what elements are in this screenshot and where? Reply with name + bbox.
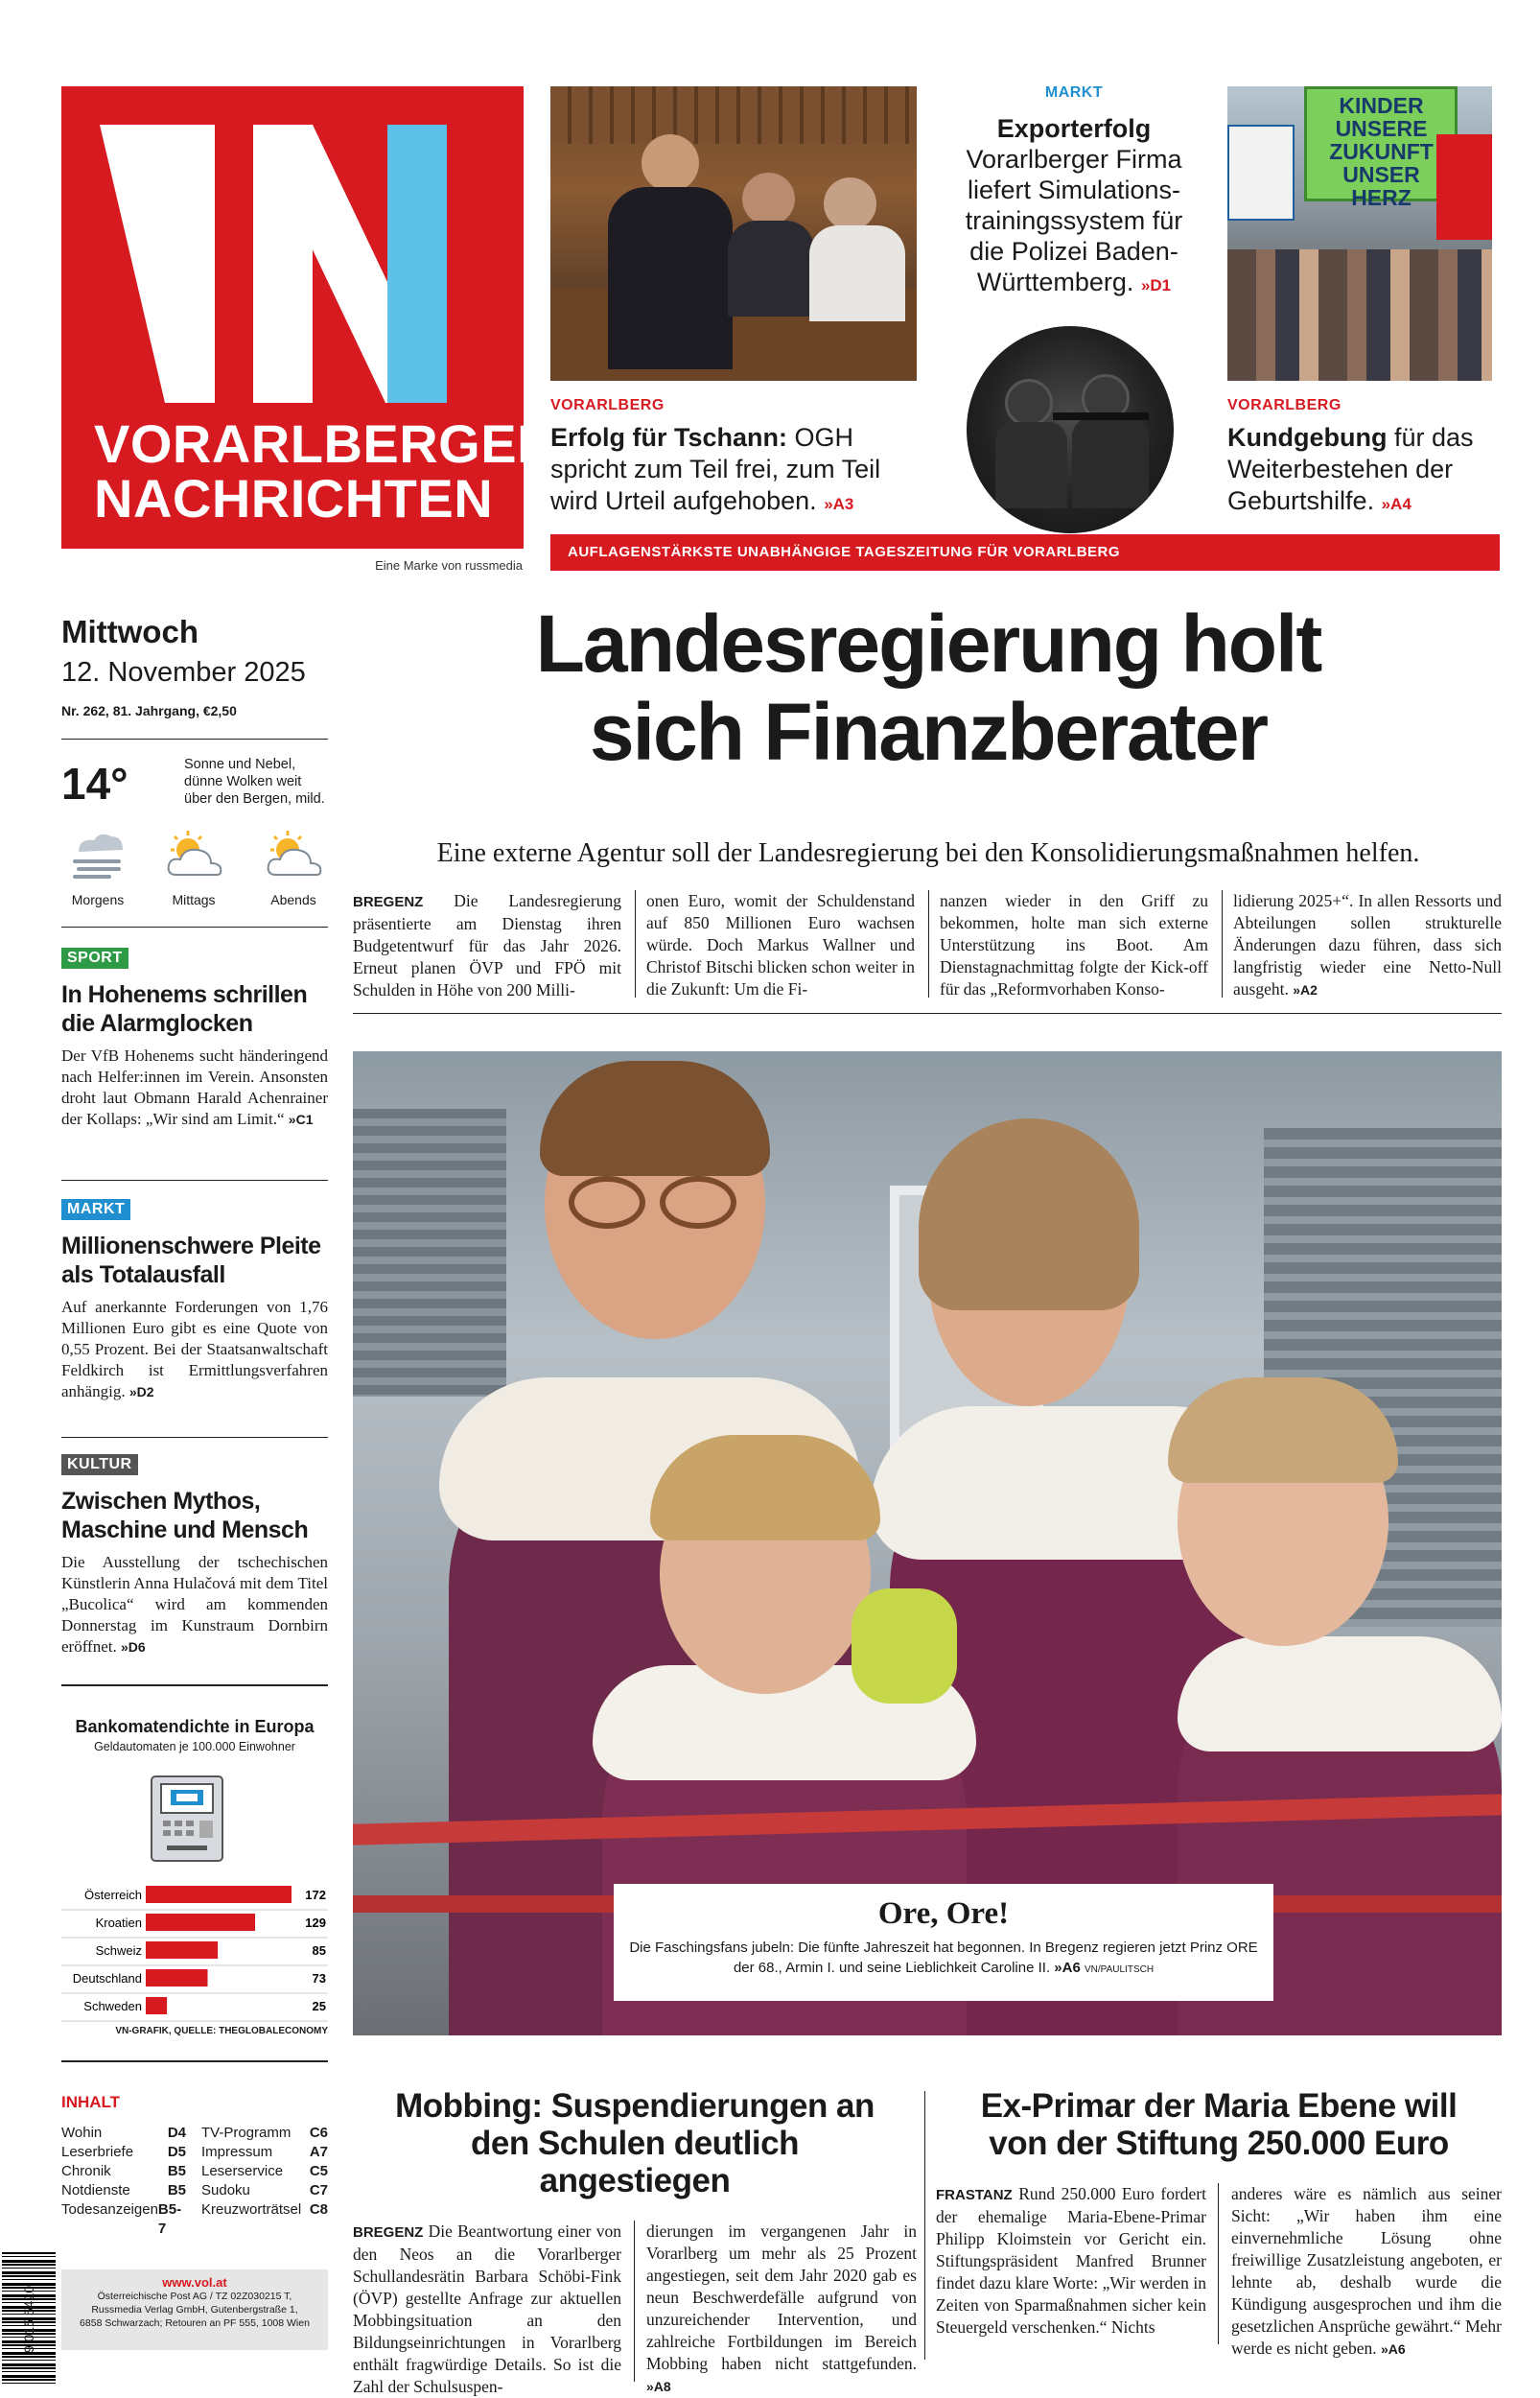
inhalt-page: C7 [309,2182,328,2198]
teaser-photo-courtroom[interactable] [550,86,917,381]
masthead-logo[interactable] [61,86,557,549]
markt-body: Auf anerkannte Forderungen von 1,76 Millionen Euro gibt es eine Quote von 0,55 Prozent. Bei der Staatsanwaltschaft Feldkirch ist Ermittlungsverfahren anhängig. [61,1298,328,1400]
mobbing-columns [353,2221,917,2398]
inhalt-row [201,2162,328,2181]
inhalt-label: TV-Programm [201,2125,292,2141]
teaser3-headline[interactable] [1227,422,1496,520]
primar-ref: »A6 [1380,2341,1406,2357]
mobbing-dateline: BREGENZ [353,2224,424,2241]
lead-col1 [353,890,621,1001]
teaser3-ref: »A4 [1381,495,1412,513]
story-mobbing[interactable] [353,2087,917,2398]
bar [146,1886,292,1903]
chart-source: VN-GRAFIK, QUELLE: THEGLOBALECONOMY [115,2026,328,2036]
lead-dateline: BREGENZ [353,894,424,910]
mobbing-col1-text: Die Beantwortung einer von den Neos an die Vorarlberger Schullandesrätin Barbara Schöbi-Fink (ÖVP) gestellte Anfrage zur aktuellen Mobbingsituation an den Bildungseinrichtungen in Vorarlberg enthält fragwürdige Details. So ist die Zahl der Schulsuspen- [353,2222,622,2396]
teaser-photo-police[interactable] [967,326,1174,533]
teaser-photo-demonstration[interactable] [1227,86,1492,381]
lead-headline-line1: Landesregierung holt [535,599,1321,689]
column-rule [924,2091,925,2360]
sport-headline: In Hohenems schrillen die Alarmglocken [61,981,308,1037]
inhalt-page: D4 [167,2125,186,2141]
temperature: 14° [61,759,128,809]
inhalt-left [61,2124,186,2239]
column-rule [928,890,929,998]
lead-headline[interactable] [355,600,1502,776]
kultur-section[interactable] [61,1454,328,1657]
inhalt-page: C8 [309,2201,328,2218]
divider [61,739,328,740]
caption-text-wrap [627,1938,1260,1980]
inhalt-page: B5 [167,2182,186,2198]
bar-value: 73 [312,1971,326,1986]
inhalt-page: C6 [309,2125,328,2141]
inhalt-row [201,2143,328,2162]
sport-body: Der VfB Hohenems sucht händeringend nach Helfer:innen im Verein. Ansonsten droht laut Obmann Harald Achenrainer der Kollaps: „Wir sind am Limit.“ [61,1046,328,1128]
inhalt-row [61,2124,186,2143]
kultur-label: KULTUR [61,1454,138,1475]
inhalt-label: Leserbriefe [61,2144,134,2160]
divider [353,1013,1502,1014]
bar [146,1941,218,1959]
teaser1-section: VORARLBERG [550,397,665,413]
imprint-url[interactable]: www.vol.at [162,2275,227,2290]
teaser1-headline-bold: Erfolg für Tschann: [550,423,787,452]
markt-headline: Millionenschwere Pleite als Totalausfall [61,1233,321,1288]
caption-credit: VN/PAULITSCH [1085,1964,1155,1975]
divider [61,2060,328,2062]
weather-morning-label: Morgens [71,892,125,907]
primar-col1 [936,2183,1206,2339]
barcode-number: 9 015 5420 [21,2285,36,2354]
kultur-headline: Zwischen Mythos, Maschine und Mensch [61,1488,309,1543]
masthead-name-line2: NACHRICHTEN [94,468,494,529]
divider [61,1180,328,1181]
primar-col2-text: anderes wäre es nämlich aus seiner Sicht: „Wir haben ihm eine einvernehmliche Lösung ohne freiwillige Zusatzleistung angeboten, er lehnte ab, deshalb wurde die Kündigung ausgesprochen und ihm die gesetzlichen Ansprüche gewährt.“ Mehr werde es nicht geben. [1231,2184,1502,2358]
divider [61,927,328,928]
sport-ref: »C1 [288,1112,314,1127]
bar-label: Schweden [83,1999,142,2013]
inhalt-label: Notdienste [61,2182,130,2198]
teaser2-headline-rest: Vorarlberger Firma liefert Simulations-trainingssystem für die Polizei Baden-Württemberg. [965,145,1183,296]
masthead-name-line1: VORARLBERGER [94,413,557,474]
caption-title: Ore, Ore! [877,1896,1010,1931]
lead-deck: Eine externe Agentur soll der Landesregierung bei den Konsolidierungsmaßnahmen helfen. [436,838,1420,868]
inhalt-label: Leserservice [201,2163,284,2179]
lead-ref: »A2 [1293,982,1318,998]
markt-ref: »D2 [128,1384,154,1399]
bar-label: Kroatien [95,1916,142,1930]
inhalt-title: INHALT [61,2093,121,2111]
bar [146,1914,255,1931]
caption-ref: »A6 [1054,1960,1081,1976]
sport-label: SPORT [61,948,128,969]
inhalt-label: Sudoku [201,2182,250,2198]
inhalt-row [61,2143,186,2162]
inhalt-page: C5 [309,2163,328,2179]
bar-chart-svg [61,1882,328,2026]
lead-col4-text: lidierung 2025+“. In allen Ressorts und Abteilungen sollen strukturelle Änderungen dazu führen, dass sich langfristig wieder eine Netto-Null ausgeht. [1233,891,1502,999]
bar-label: Schweiz [95,1943,142,1958]
primar-headline: Ex-Primar der Maria Ebene will von der Stiftung 250.000 Euro [980,2087,1458,2162]
markt-section[interactable] [61,1199,328,1402]
teaser2-section: MARKT [1044,84,1104,101]
lead-headline-line2: sich Finanzberater [589,687,1268,777]
brand-note: Eine Marke von russmedia [375,558,523,573]
divider [61,1684,328,1686]
mobbing-col2-text: dierungen im vergangenen Jahr in Vorarlberg um mehr als 25 Prozent angestiegen, seit dem Jahr 2020 gab es neun Beschwerdefälle aufgrund von unzureichender Intervention, und zahlreiche Fortbildungen im Bereich Mobbing haben nicht stattgefunden. [646,2222,917,2373]
kultur-ref: »D6 [121,1639,146,1655]
inhalt-page: D5 [167,2144,186,2160]
bar-chart [61,1882,328,2026]
bar-value: 129 [305,1916,326,1930]
inhalt-row [201,2124,328,2143]
teaser1-ref: »A3 [824,495,854,513]
markt-label: MARKT [61,1199,130,1220]
photo-caption-box [614,1884,1273,2001]
inhalt-row [201,2200,328,2220]
kultur-body-wrap [61,1552,328,1657]
divider [61,1437,328,1438]
column-rule [634,2221,635,2382]
date: 12. November 2025 [61,657,306,688]
inhalt-label: Kreuzworträtsel [201,2201,302,2218]
weekday: Mittwoch [61,614,198,649]
demo-sign-text: KINDER UNSERE ZUKUNFT UNSER HERZ [1329,93,1434,210]
bar-label: Österreich [84,1888,142,1902]
inhalt-right [201,2124,328,2220]
mobbing-headline: Mobbing: Suspendierungen an den Schulen deutlich angestiegen [395,2087,875,2199]
sun-cloud-icon-evening [261,827,328,884]
issue-info: Nr. 262, 81. Jahrgang, €2,50 [61,703,237,718]
bar-label: Deutschland [72,1971,142,1986]
inhalt-label: Chronik [61,2163,111,2179]
sport-section[interactable] [61,948,328,1130]
teaser1-headline-rest: OGH spricht zum Teil frei, zum Teil wird Urteil aufgehoben. [550,423,881,515]
teaser2-headline-bold: Exporterfolg [996,114,1152,143]
teaser3-headline-rest: für das Weiterbestehen der Geburtshilfe. [1227,423,1474,515]
inhalt-page: B5 [167,2163,186,2179]
primar-col1-text: Rund 250.000 Euro fordert der ehemalige Maria-Ebene-Primar Philipp Kloimstein vor Gericht ein. Stiftungspräsident Manfred Brunner findet dazu klare Worte: „Wir werden in Zeiten von Sparmaßnahmen sicher kein Steuergeld verschenken.“ Nichts [936,2184,1206,2337]
bar [146,1997,167,2014]
lead-col2: onen Euro, womit der Schuldenstand auf 850 Millionen Euro wachsen würde. Doch Markus Wallner und Christof Bitschi blicken schon weiter in die Zukunft: Um die Fi- [646,891,915,999]
teaser2-ref: »D1 [1140,276,1172,294]
mobbing-ref: »A8 [646,2379,671,2394]
inhalt-row [61,2162,186,2181]
column-rule [635,890,636,998]
story-primar[interactable] [936,2087,1502,2365]
imprint-line1: Österreichische Post AG / TZ 02Z030215 T, [97,2291,292,2302]
bar-value: 25 [312,1999,326,2013]
primar-columns [936,2183,1502,2365]
bar-value: 85 [312,1943,326,1958]
sun-cloud-icon-midday [161,827,228,884]
atm-icon [144,1769,230,1865]
mobbing-col2 [646,2221,917,2398]
imprint-box [61,2269,328,2350]
bar [146,1969,208,1987]
inhalt-row [61,2200,186,2239]
caption-text: Die Faschingsfans jubeln: Die fünfte Jahreszeit hat begonnen. In Bregenz regieren jetzt Prinz ORE der 68., Armin I. und seine Lieblichkeit Caroline II. [629,1940,1258,1976]
weather-evening-label: Abends [270,892,316,907]
teaser3-section: VORARLBERG [1227,397,1342,413]
inhalt-row [61,2181,186,2200]
chart-title: Bankomatendichte in Europa [75,1717,315,1736]
bar-value: 172 [305,1888,326,1902]
inhalt-label: Wohin [61,2125,103,2141]
column-rule [1222,890,1223,998]
column-rule [1218,2183,1219,2344]
mobbing-col1 [353,2221,621,2398]
sport-body-wrap [61,1046,328,1130]
chart-subtitle: Geldautomaten je 100.000 Einwohner [94,1740,295,1753]
lead-col4 [1233,890,1502,1001]
tagline-bar [550,534,1500,571]
lead-col1-text: Die Landesregierung präsentierte am Dienstag ihren Budgetentwurf für das Jahr 2026. Erneut planen ÖVP und FPÖ mit Schulden in Höhe von 200 Milli- [353,891,622,999]
teaser3-headline-bold: Kundgebung [1227,423,1388,452]
lead-col3: nanzen wieder in den Griff zu bekommen, holte man sich externe Unterstützung ins Boot. Am Dienstagnachmittag folgte der Kick-off für das „Reformvorhaben Konso- [940,891,1208,999]
lead-columns[interactable] [353,890,1502,1005]
primar-col2 [1231,2183,1502,2361]
weather-description: Sonne und Nebel, dünne Wolken weit über den Bergen, mild. [184,757,325,807]
weather-midday-label: Mittags [172,892,216,907]
fog-icon [67,831,128,884]
tagline-text: AUFLAGENSTÄRKSTE UNABHÄNGIGE TAGESZEITUNG FÜR VORARLBERG [568,544,1121,560]
kultur-body: Die Ausstellung der tschechischen Künstlerin Anna Hulačová mit dem Titel „Bucolica“ wird am kommenden Donnerstag im Kunstraum Dornbirn eröffnet. [61,1553,328,1656]
inhalt-label: Impressum [201,2144,273,2160]
inhalt-page: B5-7 [157,2201,182,2237]
inhalt-label: Todesanzeigen [61,2201,158,2218]
primar-dateline: FRASTANZ [936,2187,1013,2203]
inhalt-row [201,2181,328,2200]
imprint-line3: 6858 Schwarzach; Retouren an PF 555, 1008 Wien [80,2317,310,2329]
inhalt-page: A7 [309,2144,328,2160]
markt-body-wrap [61,1297,328,1402]
imprint-line2: Russmedia Verlag GmbH, Gutenbergstraße 1, [91,2304,298,2316]
teaser2-headline[interactable] [945,113,1203,301]
teaser1-headline[interactable] [550,422,924,520]
